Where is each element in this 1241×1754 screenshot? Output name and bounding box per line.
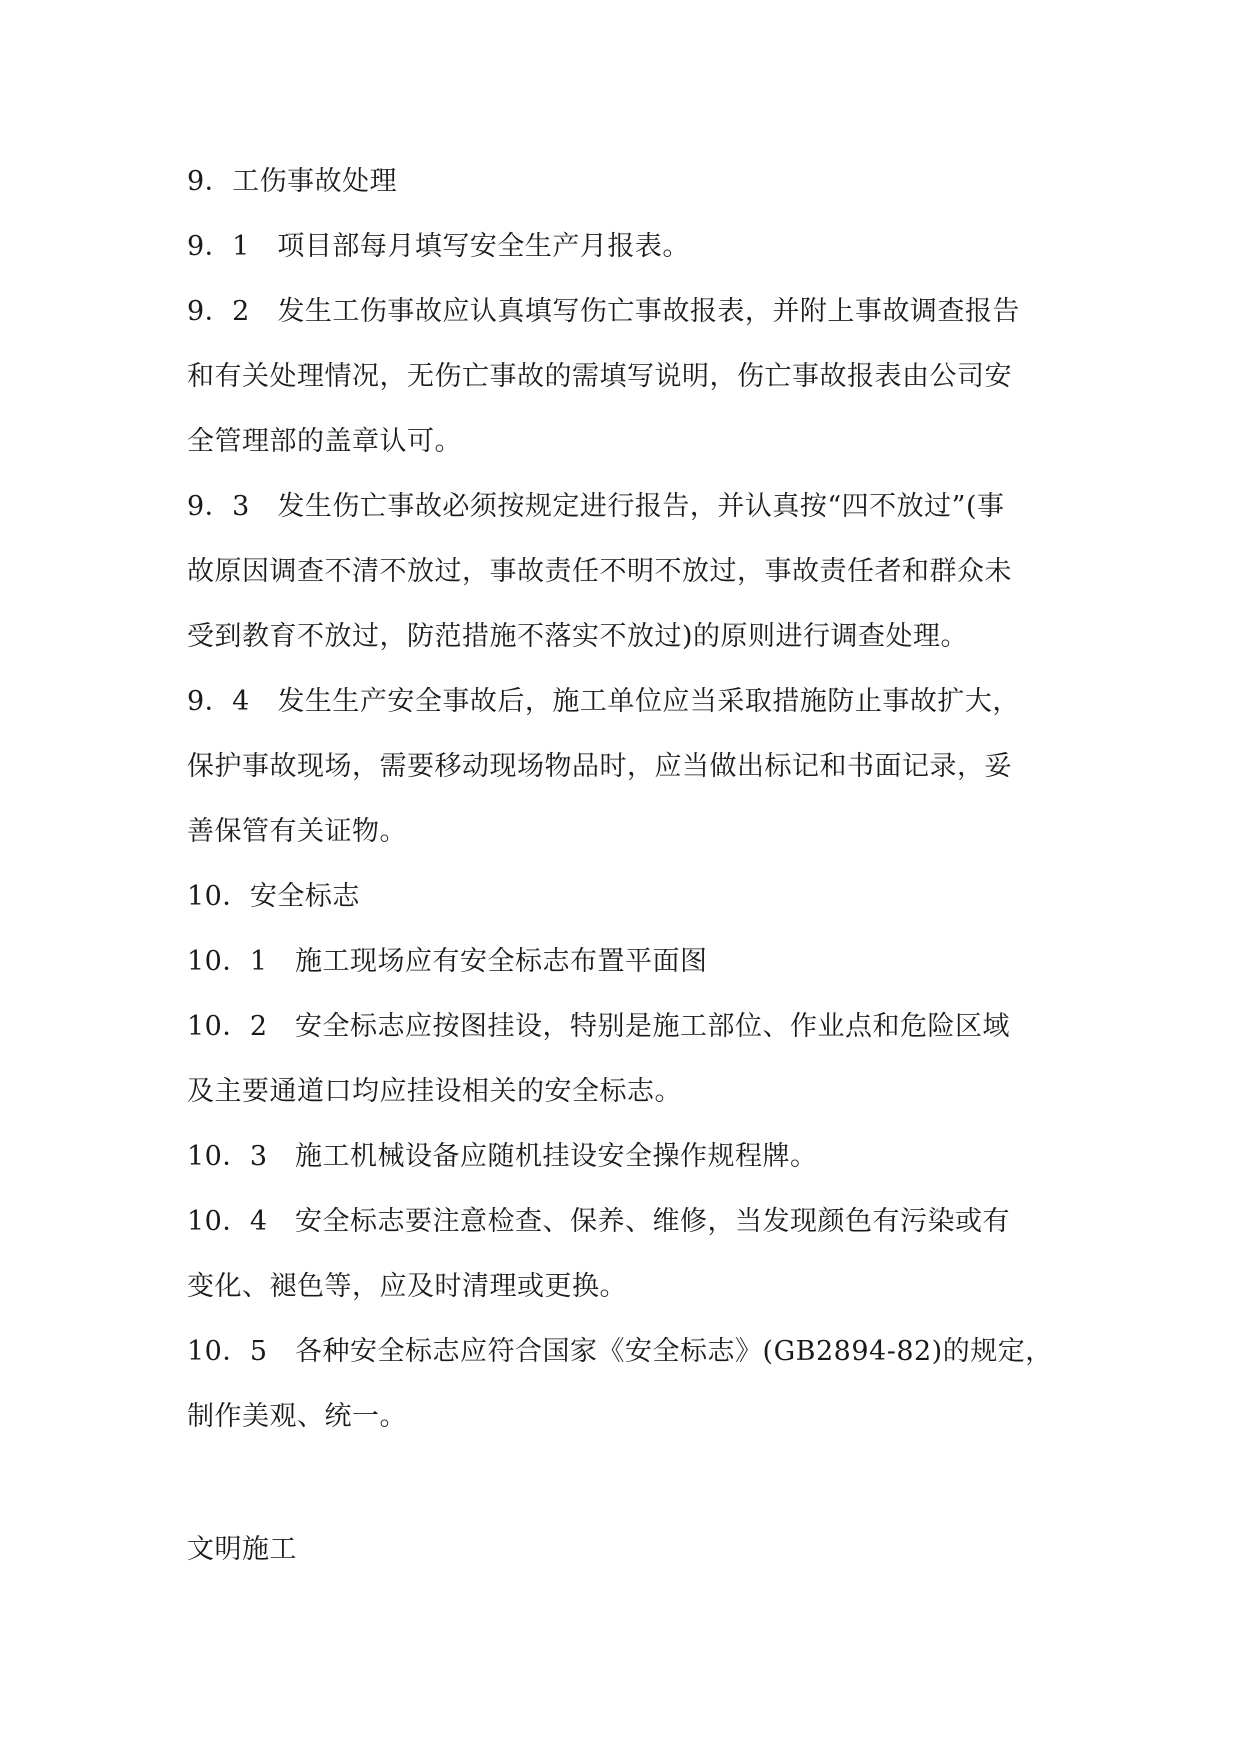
paragraph-line: 10．1 施工现场应有安全标志布置平面图 xyxy=(187,946,708,977)
section-heading-9: 9．工伤事故处理 xyxy=(187,166,398,197)
paragraph-line: 10．5 各种安全标志应符合国家《安全标志》(GB2894-82)的规定， xyxy=(187,1336,1053,1367)
paragraph-line: 制作美观、统一。 xyxy=(187,1401,407,1432)
paragraph-line: 善保管有关证物。 xyxy=(187,816,407,847)
paragraph-line: 9．2 发生工伤事故应认真填写伤亡事故报表，并附上事故调查报告 xyxy=(187,296,1020,327)
paragraph-line: 和有关处理情况，无伤亡事故的需填写说明，伤亡事故报表由公司安 xyxy=(187,361,1012,392)
paragraph-line: 9．4 发生生产安全事故后，施工单位应当采取措施防止事故扩大， xyxy=(187,686,1020,717)
paragraph-line: 10．2 安全标志应按图挂设，特别是施工部位、作业点和危险区域 xyxy=(187,1011,1011,1042)
paragraph-line: 及主要通道口均应挂设相关的安全标志。 xyxy=(187,1076,682,1107)
paragraph-line: 9．3 发生伤亡事故必须按规定进行报告，并认真按“四不放过”(事 xyxy=(187,491,1005,522)
paragraph-line: 全管理部的盖章认可。 xyxy=(187,426,462,457)
paragraph-line: 保护事故现场，需要移动现场物品时，应当做出标记和书面记录，妥 xyxy=(187,751,1012,782)
paragraph-line: 9．1 项目部每月填写安全生产月报表。 xyxy=(187,231,690,262)
paragraph-line: 10．4 安全标志要注意检查、保养、维修，当发现颜色有污染或有 xyxy=(187,1206,1011,1237)
section-heading-civilized-construction: 文明施工 xyxy=(187,1534,297,1565)
section-heading-10: 10．安全标志 xyxy=(187,881,360,912)
paragraph-line: 受到教育不放过，防范措施不落实不放过)的原则进行调查处理。 xyxy=(187,621,969,652)
paragraph-line: 故原因调查不清不放过，事故责任不明不放过，事故责任者和群众未 xyxy=(187,556,1012,587)
paragraph-line: 变化、褪色等，应及时清理或更换。 xyxy=(187,1271,627,1302)
paragraph-line: 10．3 施工机械设备应随机挂设安全操作规程牌。 xyxy=(187,1141,818,1172)
document-body xyxy=(187,160,1067,1460)
